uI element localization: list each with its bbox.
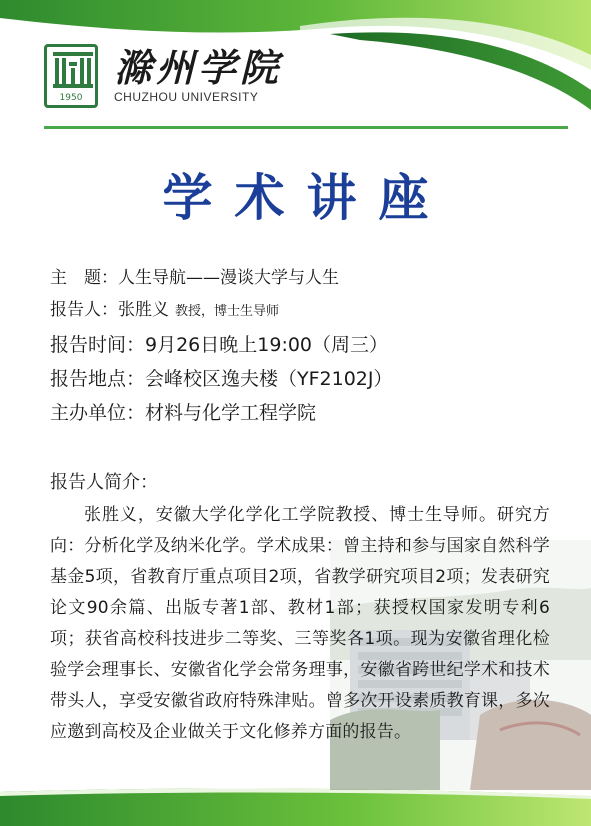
school-name-cn: 滁州学院 [114,45,283,90]
school-logo [44,44,282,108]
place-line: 报告地点：会峰校区逸夫楼（YF2102J） [50,368,393,390]
time-line: 报告时间：9月26日晚上19:00（周三） [50,334,389,356]
school-name-en: CHUZHOU UNIVERSITY [114,90,259,104]
school-emblem-icon [44,44,98,108]
footer-green-band [0,786,591,826]
intro-heading: 报告人简介： [50,472,158,493]
topic-line: 主 题：人生导航——漫谈大学与人生 [50,268,339,288]
host-line: 主办单位：材料与化学工程学院 [50,402,317,424]
emblem-year: 1950 [59,93,83,103]
header-divider [44,126,568,129]
speaker-name: 报告人：张胜义 [50,300,169,320]
page-title: 学术讲座 [162,169,451,227]
speaker-bio: 张胜义，安徽大学化学化工学院教授、博士生导师。研究方向：分析化学及纳米化学。学术成果：曾主持和参与国家自然科学基金5项，省教育厅重点项目2项，省教学研究项目2项；发表研究论文90余篇、出版专著1部、教材1部；获授权国家发明专利6项；获省高校科技进步二等奖、三等奖各1项。现为安徽省理化检验学会理事长、安徽省化学会常务理事，安徽省跨世纪学术和技术带头人，享受安徽省政府特殊津贴。曾多次开设素质教育课，多次应邀到高校及企业做关于文化修养方面的报告。 [50,505,550,742]
speaker-title: 教授，博士生导师 [175,304,280,319]
speaker-line [50,294,560,328]
lecture-details [50,262,560,430]
